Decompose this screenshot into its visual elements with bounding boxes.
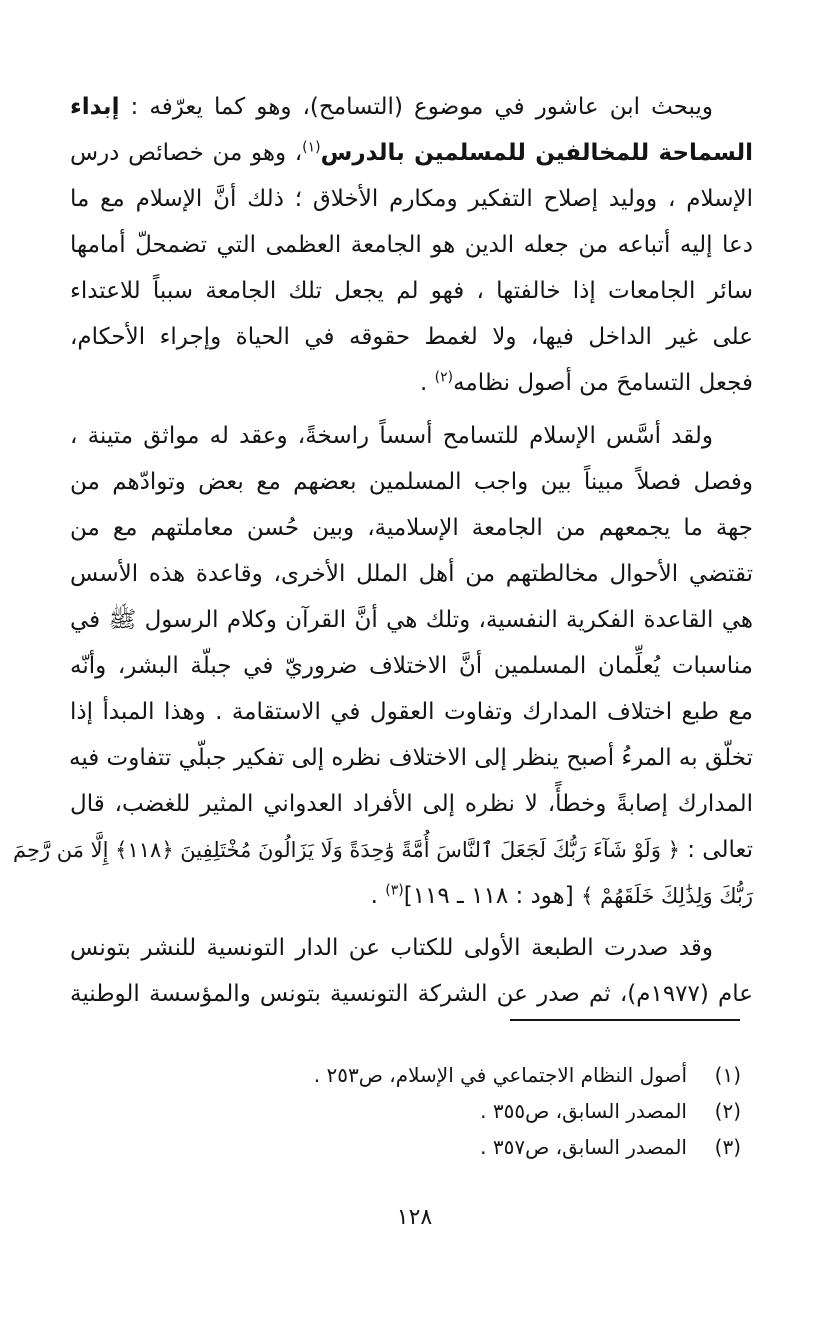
paragraph-publication (70, 925, 753, 1017)
body-line: فجعل التسامحَ من أصول نظامه$^{(٢)}$ . (420, 369, 753, 396)
body-line: ويبحث ابن عاشور في موضوع (التسامح)، وهو كما يعرّفه : إبداء (70, 94, 714, 120)
body-line: هي القاعدة الفكرية النفسية، وتلك هي أنَّ القرآن وكلام الرسول ﷺ في (70, 607, 753, 633)
footnote-item (314, 1129, 741, 1165)
footnote-item (314, 1057, 741, 1093)
body-line: المدارك إصابةً وخطأً، لا نظره إلى الأفراد العدواني المثير للغضب، قال (70, 791, 753, 817)
verse-citation: [هود : ١١٨ ـ ١١٩] (403, 883, 582, 909)
quran-verse-line: رَبُّكَ وَلِذَٰلِكَ خَلَقَهُمْ ﴾ [هود : ١١٨ ـ ١١٩]$^{(٣)}$ . (370, 882, 753, 909)
footnote-item (314, 1093, 741, 1129)
footnote-text: أصول النظام الاجتماعي في الإسلام، ص٢٥٣ . (313, 1063, 687, 1087)
body-line: تخلّق به المرءُ أصبح ينظر إلى الاختلاف نظره إلى تفكير جبلّي تتفاوت فيه (68, 745, 753, 771)
footnote-number: (٣) (714, 1135, 741, 1159)
footnote-ref: (٢) (434, 369, 454, 386)
body-line: وفصل فصلاً مبيناً بين واجب المسلمين بعضهم مع بعض وتوادّهم من (70, 469, 753, 495)
body-line: على غير الداخل فيها، ولا لغمط حقوقه في الحياة وإجراء الأحكام، (70, 324, 753, 350)
quran-verse-line: تعالى : ﴿ وَلَوْ شَآءَ رَبُّكَ لَجَعَلَ ٱلنَّاسَ أُمَّةً وَٰحِدَةً وَلَا يَزَالُونَ مُخْتَلِفِينَ ﴿١١٨﴾ إِلَّا مَن رَّحِمَ (12, 837, 753, 863)
body-line: مناسبات يُعلِّمان المسلمين أنَّ الاختلاف ضروريّ في جبلّة البشر، وأنّه (70, 653, 753, 679)
footnote-ref: (١) (302, 139, 321, 156)
footnote-number: (٢) (714, 1099, 741, 1123)
footnotes (314, 1057, 741, 1165)
body-line: سائر الجامعات إذا خالفتها ، فهو لم يجعل تلك الجامعة سبباً للاعتداء (70, 278, 753, 304)
footnote-number: (١) (714, 1063, 741, 1087)
bold-phrase: السماحة للمخالفين للمسلمين بالدرس (320, 140, 753, 166)
body-line: الإسلام ، ووليد إصلاح التفكير ومكارم الأخلاق ؛ ذلك أنَّ الإسلام مع ما (70, 186, 753, 212)
footnote-divider (510, 1019, 740, 1021)
body-line: جهة ما يجمعهم من الجامعة الإسلامية، وبين حُسن معاملتهم مع من (70, 515, 753, 541)
body-line: مع طبع اختلاف المدارك وتفاوت العقول في الاستقامة . وهذا المبدأ إذا (70, 699, 753, 725)
footnote-text: المصدر السابق، ص٣٥٧ . (480, 1135, 687, 1159)
quran-verse: ﴿ وَلَوْ شَآءَ رَبُّكَ لَجَعَلَ ٱلنَّاسَ أُمَّةً وَٰحِدَةً وَلَا يَزَالُونَ مُخْتَلِفِينَ ﴿١١٨﴾ إِلَّا مَن رَّحِمَ (12, 838, 680, 862)
paragraph-islam-foundations (12, 413, 753, 919)
body-line: ولقد أسَّس الإسلام للتسامح أسساً راسخةً، وعقد له مواثق متينة ، (70, 423, 713, 449)
paragraph-tolerance-definition (70, 84, 753, 406)
body-line: دعا إليه أتباعه من جعله الدين هو الجامعة العظمى التي تضمحلّ أمامها (70, 232, 753, 258)
bold-phrase: إبداء (70, 94, 120, 120)
body-line: السماحة للمخالفين للمسلمين بالدرس$^{(١)}$، وهو من خصائص درس (70, 139, 753, 166)
footnote-ref: (٣) (385, 882, 404, 899)
quran-verse: رَبُّكَ وَلِذَٰلِكَ خَلَقَهُمْ ﴾ (581, 884, 753, 908)
body-line: تقتضي الأحوال مخالطتهم من أهل الملل الأخرى، وقاعدة هذه الأسس (70, 561, 753, 587)
footnote-text: المصدر السابق، ص٣٥٥ . (480, 1099, 687, 1123)
body-line: وقد صدرت الطبعة الأولى للكتاب عن الدار التونسية للنشر بتونس (70, 935, 713, 961)
page-number: ١٢٨ (396, 1205, 433, 1230)
body-line: عام (١٩٧٧م)، ثم صدر عن الشركة التونسية بتونس والمؤسسة الوطنية (70, 981, 754, 1007)
